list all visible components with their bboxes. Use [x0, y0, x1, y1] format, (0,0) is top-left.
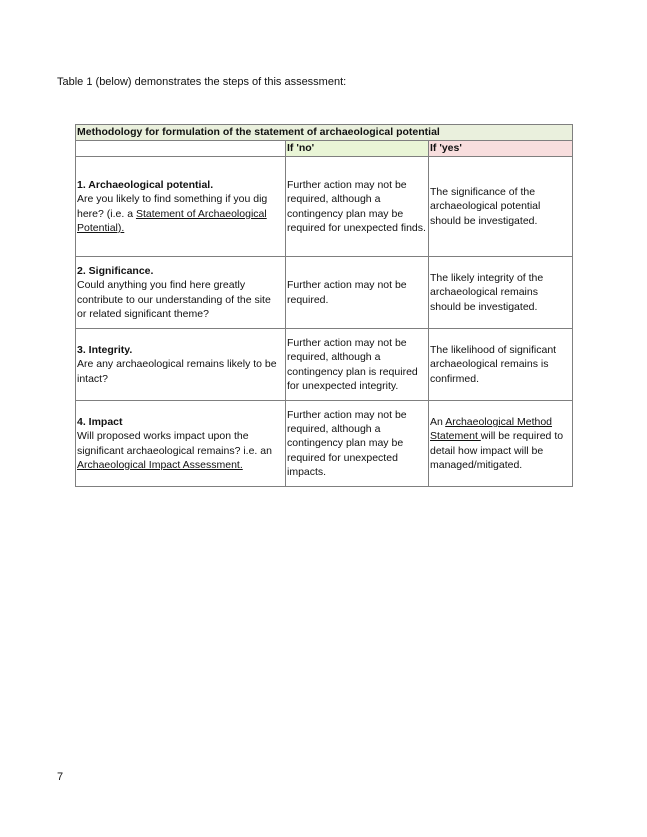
table-header-row [76, 141, 573, 157]
header-blank-cell [76, 141, 286, 157]
step-title: 2. Significance. [77, 265, 154, 278]
if-yes-text-start: An [430, 416, 446, 429]
table-row [76, 157, 573, 257]
if-yes-cell: The likelihood of significant archaeological remains is confirmed. [429, 329, 573, 401]
table-row [76, 257, 573, 329]
step-question-cell [76, 157, 286, 257]
step-title: 3. Integrity. [77, 344, 133, 357]
step-question: Will proposed works impact upon the significant archaeological remains? i.e. an [77, 430, 272, 457]
step-question-cell [76, 257, 286, 329]
archaeological-impact-assessment-link[interactable]: Archaeological Impact Assessment. [77, 458, 243, 471]
step-title: 4. Impact [77, 416, 123, 429]
step-title: 1. Archaeological potential. [77, 179, 214, 192]
page-number: 7 [57, 771, 64, 783]
statement-of-archaeological-potential-link[interactable]: Statement of Archaeological Potential). [77, 207, 267, 234]
table-title-row [76, 125, 573, 141]
table-row [76, 329, 573, 401]
if-no-cell: Further action may not be required, although a contingency plan may be required for unexpected finds. [286, 157, 429, 257]
if-yes-text-end: will be required to detail how impact will be managed/mitigated. [430, 430, 564, 471]
step-question: Could anything you find here greatly contribute to our understanding of the site or related significant theme? [77, 279, 271, 320]
if-yes-cell: The significance of the archaeological potential should be investigated. [429, 157, 573, 257]
step-question: Are you likely to find something if you dig here? (i.e. a [77, 193, 268, 220]
archaeological-method-statement-link[interactable]: Archaeological Method Statement [430, 416, 553, 443]
header-if-no: If 'no' [286, 141, 429, 157]
table-row [76, 401, 573, 487]
intro-text: Table 1 (below) demonstrates the steps of this assessment: [57, 76, 347, 88]
header-if-yes: If 'yes' [429, 141, 573, 157]
if-yes-cell: The likely integrity of the archaeological remains should be investigated. [429, 257, 573, 329]
if-no-cell: Further action may not be required. [286, 257, 429, 329]
table-title: Methodology for formulation of the statement of archaeological potential [76, 125, 573, 141]
if-no-cell: Further action may not be required, although a contingency plan may be required for unexpected impacts. [286, 401, 429, 487]
step-question-cell [76, 401, 286, 487]
if-no-cell: Further action may not be required, although a contingency plan is required for unexpected integrity. [286, 329, 429, 401]
if-yes-cell [429, 401, 573, 487]
step-question: Are any archaeological remains likely to be intact? [77, 358, 277, 385]
methodology-table [75, 124, 573, 487]
step-question-cell [76, 329, 286, 401]
